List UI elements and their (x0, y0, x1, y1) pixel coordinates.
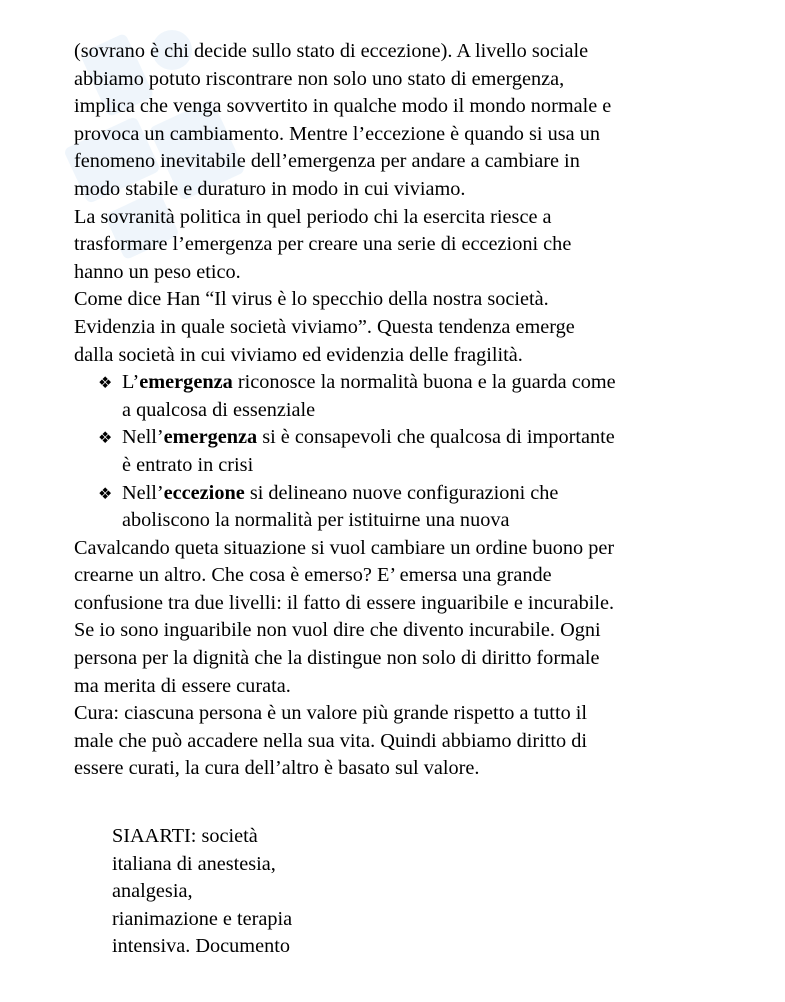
list-item (74, 369, 724, 424)
text-line: italiana di anestesia, (112, 852, 276, 875)
text-line: Come dice Han “Il virus è lo specchio della nostra società. (74, 288, 549, 311)
text-line: ma merita di essere curata. (74, 674, 291, 697)
text-line: essere curati, la cura dell’altro è basato sul valore. (74, 757, 480, 780)
bullet-rest: si delineano nuove configurazioni che (244, 481, 559, 504)
diamond-bullet-icon: ❖ (98, 373, 113, 393)
text-line: hanno un peso etico. (74, 260, 241, 283)
bullet-prefix: L’ (122, 371, 140, 394)
text-line: Cura: ciascuna persona è un valore più grande rispetto a tutto il (74, 702, 588, 725)
text-line: (sovrano è chi decide sullo stato di eccezione). A livello sociale (74, 40, 589, 62)
text-line: crearne un altro. Che cosa è emerso? E’ emersa una grande (74, 564, 552, 587)
bullet-continuation: aboliscono la normalità per istituirne una nuova (122, 509, 510, 532)
bullet-rest: riconosce la normalità buona e la guarda come (232, 371, 616, 394)
bullet-keyword: emergenza (163, 426, 258, 449)
text-line: provoca un cambiamento. Mentre l’eccezione è quando si usa un (74, 122, 600, 145)
text-line: abbiamo potuto riscontrare non solo uno stato di emergenza, (74, 67, 565, 90)
diamond-bullet-icon: ❖ (98, 483, 113, 503)
text-line: trasformare l’emergenza per creare una serie di eccezioni che (74, 233, 572, 256)
bullet-continuation: è entrato in crisi (122, 453, 254, 476)
diamond-bullet-icon: ❖ (98, 428, 113, 448)
bullet-continuation: a qualcosa di essenziale (122, 398, 316, 421)
paragraph-3 (74, 286, 724, 369)
list-item (74, 480, 724, 535)
text-line: dalla società in cui viviamo ed evidenzia delle fragilità. (74, 343, 523, 366)
text-line: SIAARTI: società (112, 825, 258, 847)
document-body (74, 38, 724, 783)
paragraph-4 (74, 535, 724, 701)
paragraph-1 (74, 38, 724, 204)
bullet-prefix: Nell’ (122, 426, 164, 449)
paragraph-5 (74, 700, 724, 783)
bullet-list (74, 369, 724, 535)
bullet-prefix: Nell’ (122, 481, 164, 504)
text-line: Se io sono inguaribile non vuol dire che divento incurabile. Ogni (74, 619, 601, 642)
text-line: confusione tra due livelli: il fatto di essere inguaribile e incurabile. (74, 591, 615, 614)
text-line: male che può accadere nella sua vita. Quindi abbiamo diritto di (74, 729, 588, 752)
text-line: rianimazione e terapia (112, 907, 293, 930)
text-line: analgesia, (112, 880, 193, 903)
text-line: persona per la dignità che la distingue non solo di diritto formale (74, 647, 600, 670)
text-line: Cavalcando queta situazione si vuol cambiare un ordine buono per (74, 536, 615, 559)
siaarti-note (112, 823, 372, 961)
bullet-rest: si è consapevoli che qualcosa di importante (257, 426, 615, 449)
text-line: fenomeno inevitabile dell’emergenza per andare a cambiare in (74, 150, 580, 173)
list-item (74, 424, 724, 479)
text-line: implica che venga sovvertito in qualche modo il mondo normale e (74, 95, 612, 118)
bullet-keyword: eccezione (163, 481, 245, 504)
bullet-keyword: emergenza (139, 371, 233, 394)
text-line: Evidenzia in quale società viviamo”. Questa tendenza emerge (74, 315, 575, 338)
text-line: modo stabile e duraturo in modo in cui viviamo. (74, 177, 466, 200)
text-line: La sovranità politica in quel periodo chi la esercita riesce a (74, 205, 552, 228)
text-line: intensiva. Documento (112, 935, 290, 958)
paragraph-2 (74, 204, 724, 287)
